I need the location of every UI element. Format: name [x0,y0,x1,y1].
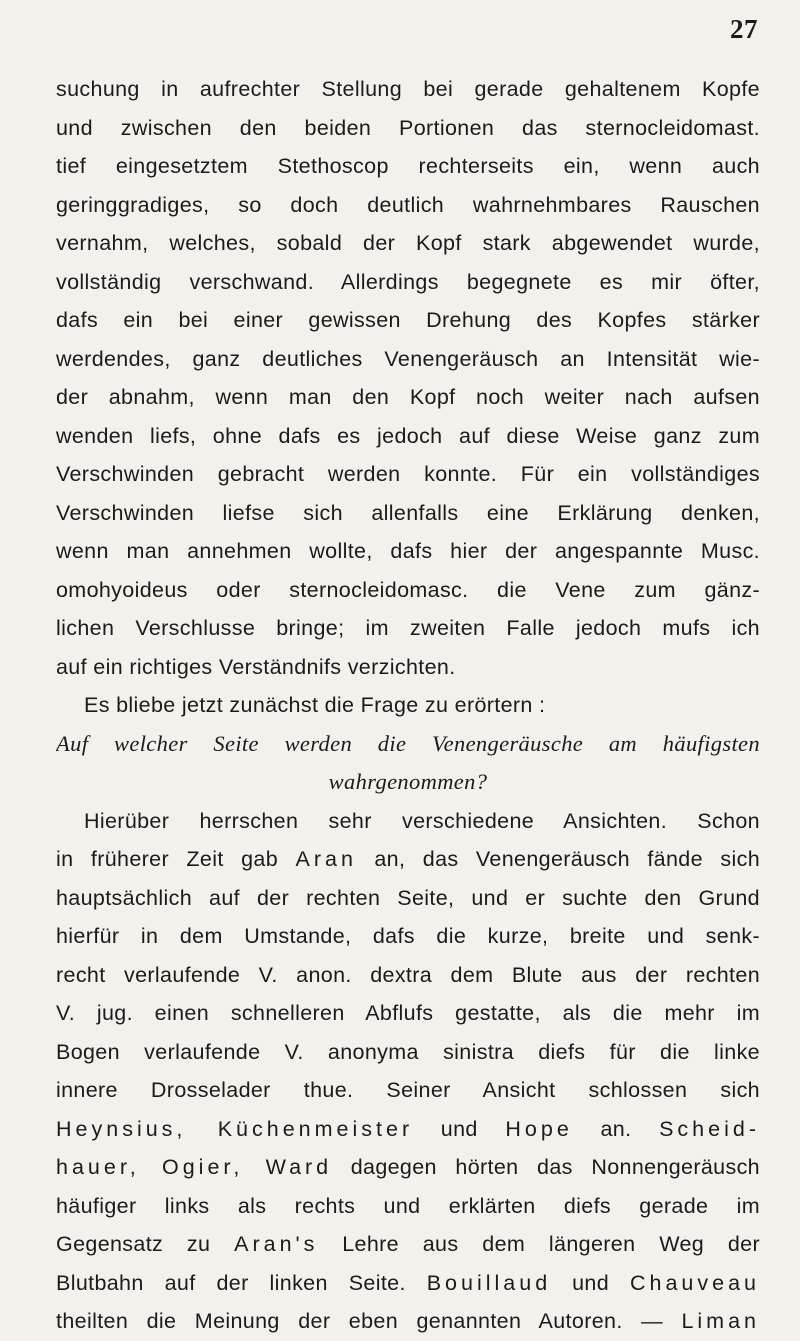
text-line [56,1302,760,1341]
text-line [56,840,760,879]
author-name: Liman [681,1309,760,1333]
text-line: omohyoideus oder sternocleidomasc. die Vene zum gänz- [56,577,760,602]
text-line: werdendes, ganz deutliches Venengeräusch an Intensität wie- [56,346,760,371]
text-segment: an, das Venengeräusch fände sich [356,847,760,871]
text-line: häufiger links als rechts und erklärten diefs gerade im [56,1193,760,1218]
text-segment: Gegensatz zu [56,1232,235,1256]
text-line [56,1225,760,1264]
text-line: Hierüber herrschen sehr verschiedene Ansichten. Schon [84,808,760,833]
author-name: Aran [295,847,357,871]
text-line: recht verlaufende V. anon. dextra dem Blute aus der rechten [56,962,760,987]
text-line: Bogen verlaufende V. anonyma sinistra diefs für die linke [56,1039,760,1064]
text-line: der abnahm, wenn man den Kopf noch weiter nach aufsen [56,385,760,409]
text-line: hierfür in dem Umstande, dafs die kurze, breite und senk- [56,924,760,948]
text-line: wenden liefs, ohne dafs es jedoch auf diese Weise ganz zum [56,423,760,448]
text-line: vernahm, welches, sobald der Kopf stark abgewendet wurde, [56,231,760,255]
text-line: innere Drosselader thue. Seiner Ansicht schlossen sich [56,1078,760,1102]
text-line: V. jug. einen schnelleren Abflufs gestatte, als die mehr im [56,1001,760,1025]
text-line: dafs ein bei einer gewissen Drehung des Kopfes stärker [56,308,760,332]
text-line: Auf welcher Seite werden die Venengeräusche am häufigsten [56,730,760,756]
text-line: wahrgenommen? [328,769,488,794]
author-name: Aran's [234,1232,319,1256]
text-segment: und [413,1116,506,1141]
text-line: Verschwinden liefse sich allenfalls eine Erklärung denken, [56,500,760,525]
text-line: Es bliebe jetzt zunächst die Frage zu erörtern : [84,693,546,717]
author-name: Heynsius, Küchenmeister [56,1116,414,1141]
text-line: hauptsächlich auf der rechten Seite, und er suchte den Grund [56,885,760,910]
text-segment: Lehre aus dem längeren Weg der [318,1232,760,1256]
text-segment: theilten die Meinung der eben genannten Autoren. — [56,1309,682,1333]
text-segment: an. [572,1116,660,1141]
author-name: Chauveau [629,1270,760,1295]
text-segment: und [551,1270,630,1295]
page-number: 27 [730,14,758,44]
text-line [56,1148,760,1187]
text-line: tief eingesetztem Stethoscop rechterseits ein, wenn auch [56,154,760,178]
text-segment: in früherer Zeit gab [56,847,296,871]
text-segment: dagegen hörten das Nonnengeräusch [332,1155,760,1179]
author-name: Hope [505,1116,573,1141]
text-segment: Blutbahn auf der linken Seite. [56,1270,427,1295]
text-line: geringgradiges, so doch deutlich wahrnehmbares Rauschen [56,192,760,217]
text-line: lichen Verschlusse bringe; im zweiten Falle jedoch mufs ich [56,616,760,640]
author-name: hauer, Ogier, Ward [56,1155,333,1179]
text-line: suchung in aufrechter Stellung bei gerade gehaltenem Kopfe [56,77,760,101]
text-line: und zwischen den beiden Portionen das sternocleidomast. [56,115,760,140]
text-line: vollständig verschwand. Allerdings begegnete es mir öfter, [56,269,760,294]
author-name: Scheid- [659,1116,760,1141]
text-line: auf ein richtiges Verständnifs verzichten. [56,654,456,679]
text-line: wenn man annehmen wollte, dafs hier der angespannte Musc. [56,539,760,563]
text-line [56,1264,760,1303]
author-name: Bouillaud [426,1270,552,1295]
text-line [56,1110,760,1149]
body-text [56,70,760,1341]
text-line: Verschwinden gebracht werden konnte. Für ein vollständiges [56,462,760,486]
